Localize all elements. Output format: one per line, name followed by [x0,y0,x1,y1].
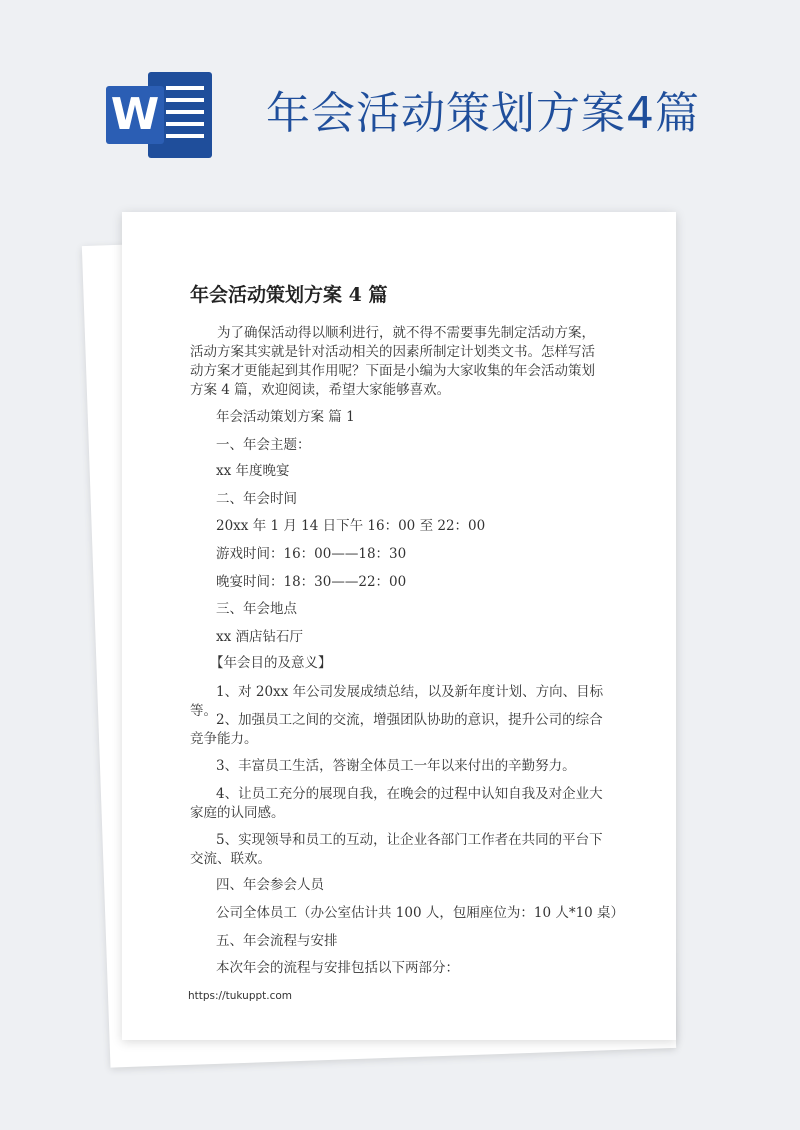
section-schedule: 五、年会流程与安排 [216,933,338,949]
intro-paragraph: 为了确保活动得以顺利进行，就不得不需要事先制定活动方案，活动方案其实就是针对活动相关的因素所制定计划类文书。怎样写活动方案才更能起到其作用呢？下面是小编为大家收集的年会活动策划方案 4 篇，欢迎阅读，希望大家能够喜欢。 [190,325,595,398]
section-time: 二、年会时间 [216,491,297,507]
word-badge: W [106,86,164,144]
header [0,0,800,200]
theme-value: xx 年度晚宴 [216,463,290,479]
section-theme: 一、年会主题： [216,437,311,453]
document-page [122,212,676,1040]
time-value: 20xx 年 1 月 14 日下午 16：00 至 22：00 [216,518,486,534]
word-icon [106,72,212,158]
purpose-item-4: 4、让员工充分的展现自我，在晚会的过程中认知自我及对企业大家庭的认同感。 [190,786,603,821]
dinner-time: 晚宴时间：18：30——22：00 [216,574,407,590]
schedule-intro: 本次年会的流程与安排包括以下两部分： [216,960,459,976]
purpose-item-2: 2、加强员工之间的交流，增强团队协助的意识，提升公司的综合竞争能力。 [190,712,603,747]
section-attendees: 四、年会参会人员 [216,877,324,893]
section-purpose: 【年会目的及意义】 [210,655,332,671]
plan-heading: 年会活动策划方案 篇 1 [216,409,355,425]
footer-url: https://tukuppt.com [188,990,293,1002]
purpose-item-3: 3、丰富员工生活，答谢全体员工一年以来付出的辛勤努力。 [216,758,576,774]
location-value: xx 酒店钻石厅 [216,629,304,645]
game-time: 游戏时间：16：00——18：30 [216,546,407,562]
section-location: 三、年会地点 [216,601,297,617]
page-title: 年会活动策划方案4篇 [266,88,700,139]
document-title: 年会活动策划方案 4 篇 [190,284,388,306]
purpose-item-1: 1、对 20xx 年公司发展成绩总结，以及新年度计划、方向、目标等。 [190,684,604,719]
purpose-item-5: 5、实现领导和员工的互动，让企业各部门工作者在共同的平台下交流、联欢。 [190,832,603,867]
attendees-value: 公司全体员工（办公室估计共 100 人，包厢座位为：10 人*10 桌） [216,905,625,921]
